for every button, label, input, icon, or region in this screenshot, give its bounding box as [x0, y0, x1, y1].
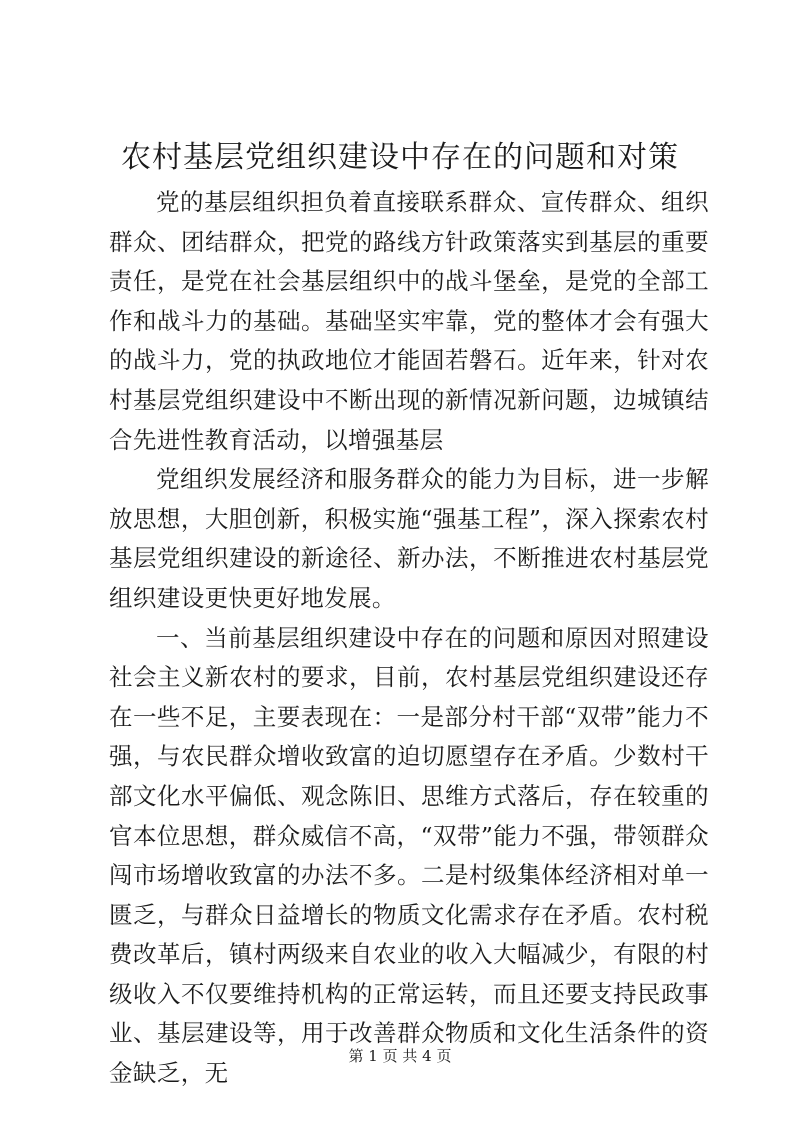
paragraph: 党的基层组织担负着直接联系群众、宣传群众、组织群众、团结群众，把党的路线方针政策落实到基层的重要责任，是党在社会基层组织中的战斗堡垒，是党的全部工作和战斗力的基础。基础坚实牢靠，党的整体才会有强大的战斗力，党的执政地位才能固若磐石。近年来，针对农村基层党组织建设中不断出现的新情况新问题，边城镇结合先进性教育活动，以增强基层: [109, 188, 709, 454]
paragraph: 一、当前基层组织建设中存在的问题和原因对照建设社会主义新农村的要求，目前，农村基层党组织建设还存在一些不足，主要表现在：一是部分村干部“双带”能力不强，与农民群众增收致富的迫切愿望存在矛盾。少数村干部文化水平偏低、观念陈旧、思维方式落后，存在较重的官本位思想，群众威信不高，“双带”能力不强，带领群众闯市场增收致富的办法不多。二是村级集体经济相对单一匮乏，与群众日益增长的物质文化需求存在矛盾。农村税费改革后，镇村两级来自农业的收入大幅减少，有限的村级收入不仅要维持机构的正常运转，而且还要支持民政事业、基层建设等，用于改善群众物质和文化生活条件的资金缺乏，无: [109, 623, 709, 1088]
page-footer: 第 1 页 共 4 页: [348, 1047, 452, 1065]
document-title: 农村基层党组织建设中存在的问题和对策: [121, 140, 679, 175]
paragraph: 党组织发展经济和服务群众的能力为目标，进一步解放思想，大胆创新，积极实施“强基工程”，深入探索农村基层党组织建设的新途径、新办法，不断推进农村基层党组织建设更快更好地发展。: [109, 465, 709, 612]
document-body: [109, 183, 709, 1094]
